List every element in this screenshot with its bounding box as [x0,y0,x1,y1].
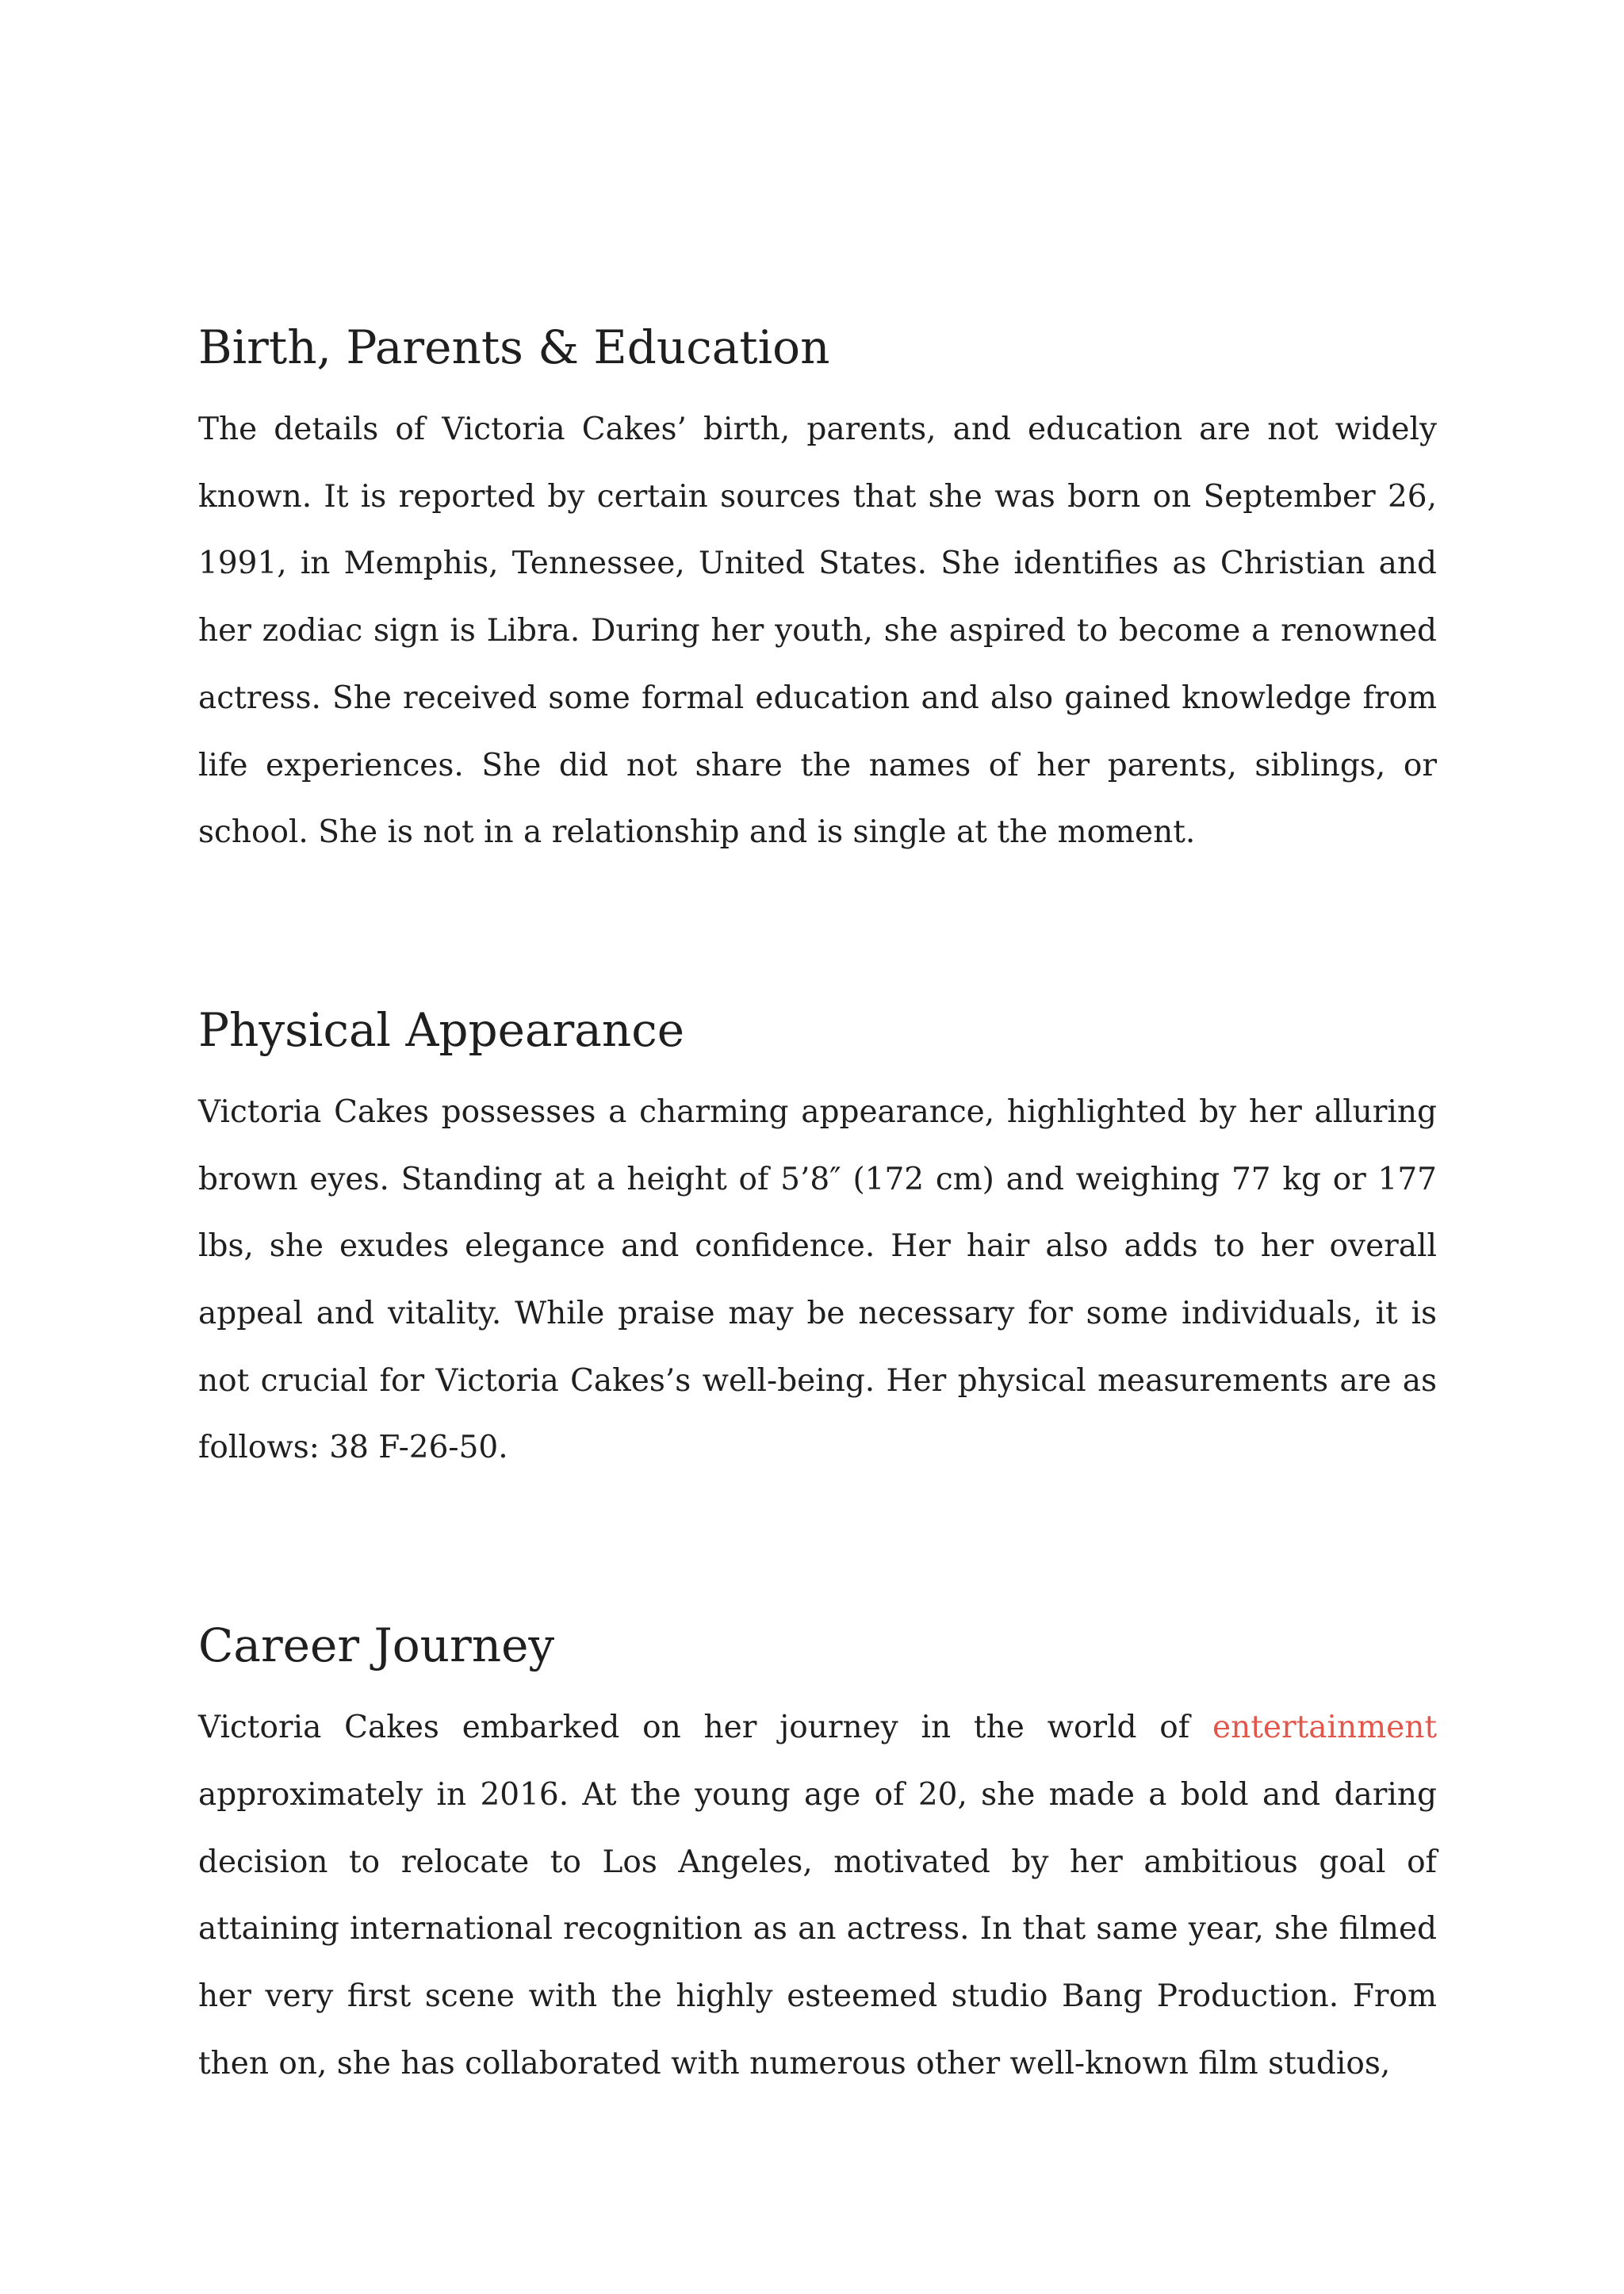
section-physical-appearance [198,992,1437,1482]
entertainment-link[interactable]: entertainment [1212,1710,1437,1746]
article-content [198,309,1437,2097]
section-heading: Career Journey [198,1618,555,1673]
section-birth-parents-education [198,309,1437,867]
section-paragraph: Victoria Cakes possesses a charming appearance, highlighted by her alluring brown eyes. Standing at a height of 5’8″ (172 cm) and weighing 77 kg or 177 lbs, she exudes elegance and confidence. Her hair also adds to her overall appeal and vitality. While praise may be necessary for some individuals, it is not crucial for Victoria Cakes’s well-being. Her physical measurements are as follows: 38 F-26-50. [198,1093,1437,1466]
section-heading: Physical Appearance [198,1002,685,1057]
section-paragraph [198,1695,1437,2097]
paragraph-text-start: Victoria Cakes embarked on her journey in the world of [198,1710,1213,1746]
section-career-journey [198,1607,1437,2097]
paragraph-text-end: approximately in 2016. At the young age of 20, she made a bold and daring decision to relocate to Los Angeles, motivated by her ambitious goal of attaining international recognition as an actress. In that same year, she filmed her very first scene with the highly esteemed studio Bang Production. From then on, she has collaborated with numerous other well-known film studios, [198,1776,1437,2081]
section-heading: Birth, Parents & Education [198,320,830,374]
section-paragraph: The details of Victoria Cakes’ birth, parents, and education are not widely known. It is reported by certain sources that she was born on September 26, 1991, in Memphis, Tennessee, United States. She identifies as Christian and her zodiac sign is Libra. During her youth, she aspired to become a renowned actress. She received some formal education and also gained knowledge from life experiences. She did not share the names of her parents, siblings, or school. She is not in a relationship and is single at the moment. [198,412,1437,851]
